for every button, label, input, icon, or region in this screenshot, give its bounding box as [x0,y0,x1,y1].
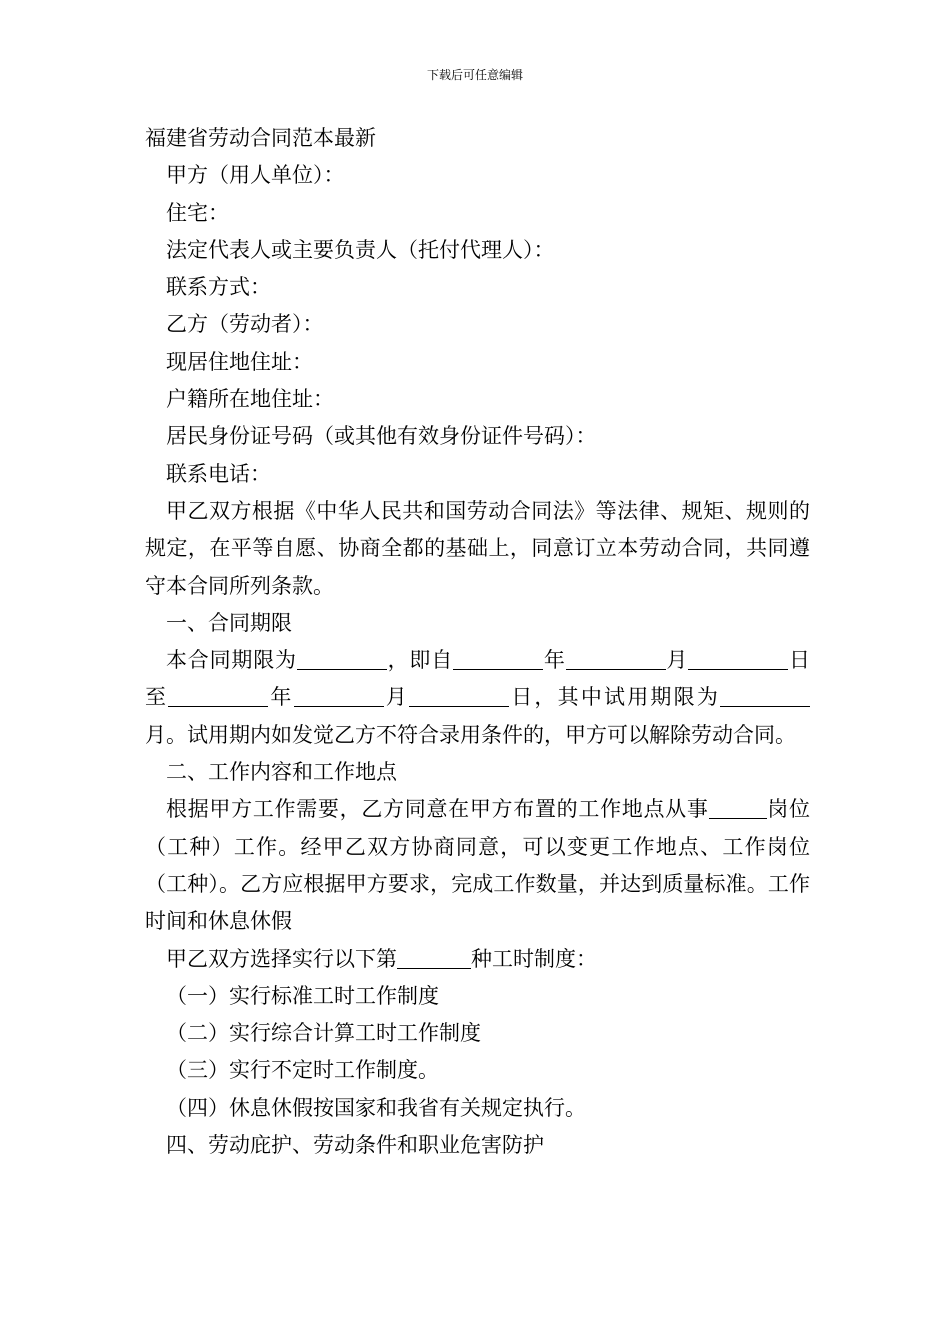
section-1-text: 月。试用期内如发觉乙方不符合录用条件的，甲方可以解除劳动合同。 [145,722,796,747]
section-1-text: 日，其中试用期限为 [509,685,721,710]
probation-blank [720,684,778,707]
party-b-id-number: 居民身份证号码（或其他有效身份证件号码）： [166,424,597,449]
document-title: 福建省劳动合同范本最新 [145,126,376,150]
job-position-blank [709,796,767,819]
start-month-blank [566,647,666,670]
end-day-blank [409,684,509,707]
section-1-heading: 一、合同期限 [166,610,292,635]
section-1-text: 日至 [145,648,811,710]
section-3-text: 甲乙双方选择实行以下第 [166,946,397,971]
party-b-current-address: 现居住地住址： [166,349,313,374]
header-note: 下载后可任意编辑 [426,68,523,82]
intro-paragraph: 甲乙双方根据《中华人民共和国劳动合同法》等法律、规矩、规则的规定，在平等自愿、协商全都的基础上，同意订立本劳动合同，共同遵守本合同所列条款。 [145,498,810,598]
section-2-heading: 二、工作内容和工作地点 [166,760,397,785]
section-3-intro [145,941,810,978]
probation-blank-continued [778,684,810,707]
section-1-text: 年 [543,648,566,673]
party-a-residence: 住宅： [166,200,229,225]
work-hour-item: （一）实行标准工时工作制度 [166,983,439,1008]
section-3-text: 种工时制度： [471,946,597,971]
start-day-blank [688,647,788,670]
section-1-text: 月 [665,648,689,673]
party-b-phone: 联系电话： [166,461,271,486]
section-1-text: 本合同期限为 [166,648,297,673]
section-1-text: ，即自 [386,648,454,673]
work-hour-system-blank [397,946,471,969]
party-b-registered-address: 户籍所在地住址： [166,387,334,412]
start-year-blank [453,647,543,670]
contract-term-blank [297,647,387,670]
section-2-text: 岗位（工种）工作。经甲乙双方协商同意，可以变更工作地点、工作岗位（工种）。乙方应根据甲方要求，完成工作数量，并达到质量标准。工作时间和休息休假 [145,797,811,934]
section-2-text: 根据甲方工作需要，乙方同意在甲方布置的工作地点从事 [166,797,709,822]
end-month-blank [294,684,384,707]
section-1-paragraph [145,642,810,754]
work-hour-item: （四）休息休假按国家和我省有关规定执行。 [166,1095,586,1120]
section-2-paragraph [145,791,810,940]
end-year-blank [168,684,268,707]
work-hour-item: （三）实行不定时工作制度。 [166,1058,439,1083]
section-4-heading: 四、劳动庇护、劳动条件和职业危害防护 [166,1133,544,1158]
party-a-label: 甲方（用人单位）： [166,163,345,188]
party-b-label: 乙方（劳动者）： [166,312,324,337]
contract-document [145,120,810,1164]
section-1-text: 年 [268,685,294,710]
work-hour-item: （二）实行综合计算工时工作制度 [166,1021,481,1046]
party-a-legal-rep: 法定代表人或主要负责人（托付代理人）： [166,237,555,262]
party-a-contact: 联系方式： [166,275,271,300]
section-1-text: 月 [383,685,410,710]
